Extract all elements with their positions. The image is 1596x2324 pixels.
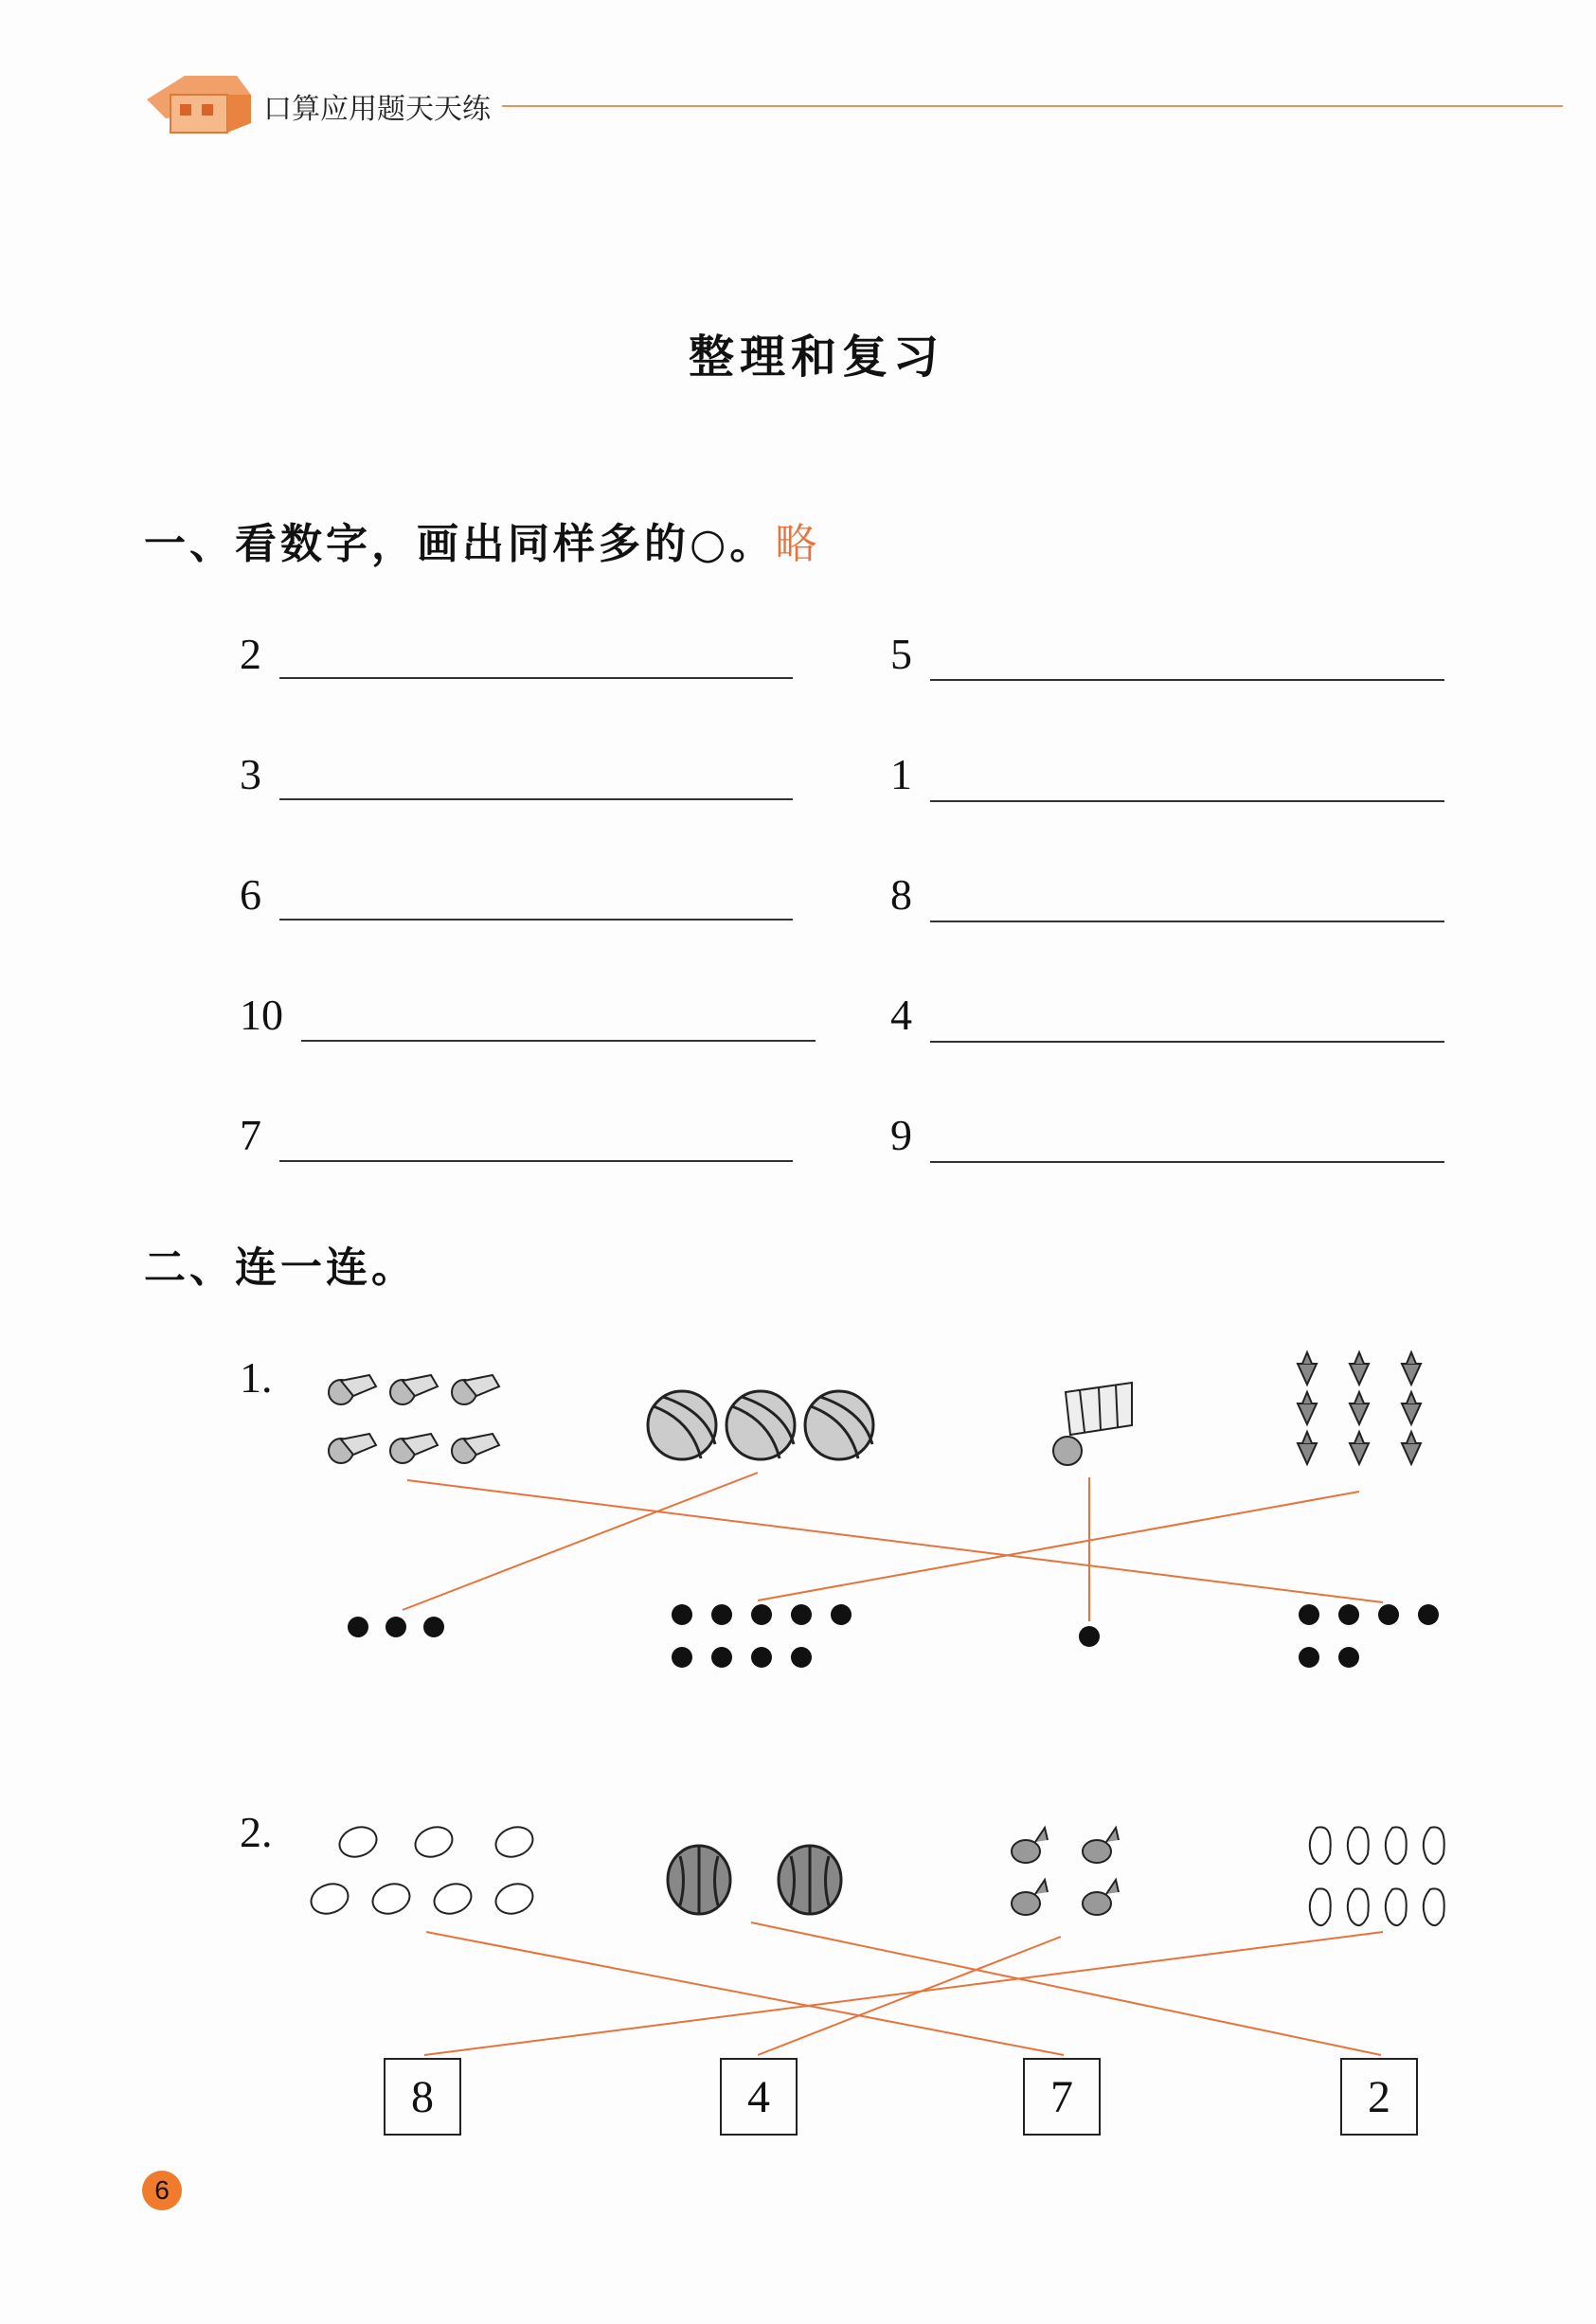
mango-icon: [1348, 1888, 1369, 1925]
mango-icon: [1348, 1827, 1369, 1864]
page-number: 6: [142, 2171, 182, 2210]
carrot-group: [1298, 1352, 1421, 1464]
whistle-icon: [390, 1434, 438, 1463]
number-box[interactable]: 4: [720, 2058, 798, 2136]
whistle-icon: [452, 1434, 499, 1463]
mango-group: [1310, 1827, 1444, 1925]
number-box[interactable]: 8: [384, 2058, 461, 2136]
item-number: 1: [890, 750, 912, 798]
answer-line[interactable]: [279, 919, 793, 921]
answer-line[interactable]: [301, 1040, 816, 1042]
whistle-icon: [390, 1375, 438, 1404]
ball-group: [648, 1391, 873, 1459]
mango-icon: [1310, 1827, 1331, 1864]
answer-line[interactable]: [930, 800, 1444, 802]
whistle-icon: [452, 1375, 499, 1404]
answer-line[interactable]: [930, 1161, 1444, 1163]
q2-label: 2.: [240, 1808, 273, 1856]
carrot-icon: [1350, 1432, 1369, 1464]
pineapple-group: [1012, 1828, 1119, 1915]
egg-icon: [411, 1822, 457, 1862]
section1-heading-text: 一、看数字，画出同样多的○。: [144, 520, 776, 568]
item-number: 4: [890, 991, 912, 1039]
watermelon-icon: [668, 1846, 730, 1914]
line-ball-to-3: [403, 1473, 758, 1610]
watermelon-icon: [779, 1846, 841, 1914]
item-number: 5: [890, 630, 912, 678]
answer-line[interactable]: [930, 1041, 1444, 1043]
carrot-icon: [1298, 1352, 1317, 1385]
answer-line[interactable]: [279, 1160, 793, 1162]
house-logo-icon: [147, 76, 251, 133]
carrot-icon: [1298, 1432, 1317, 1464]
whistle-icon: [329, 1434, 376, 1463]
egg-icon: [368, 1879, 414, 1919]
ball-icon: [805, 1391, 873, 1459]
answer-line[interactable]: [279, 677, 793, 679]
item-number: 3: [240, 750, 261, 798]
pineapple-icon: [1012, 1828, 1048, 1863]
item-number: 7: [240, 1111, 261, 1159]
watermelon-group: [668, 1846, 841, 1914]
answer-line[interactable]: [930, 679, 1444, 681]
section2-heading: 二、连一连。: [144, 1243, 417, 1292]
dot-group-6: [1299, 1604, 1439, 1668]
dot-group-9: [672, 1604, 852, 1668]
line-carrot-to-9: [758, 1492, 1359, 1600]
line-whistle-to-6: [407, 1480, 1383, 1602]
ball-icon: [648, 1391, 716, 1459]
egg-icon: [492, 1822, 537, 1862]
answer-line[interactable]: [279, 798, 793, 800]
shuttlecock-icon: [1053, 1383, 1132, 1465]
pineapple-icon: [1012, 1880, 1048, 1915]
dot-group-1: [1079, 1626, 1100, 1647]
line-watermelon-to-2: [751, 1922, 1381, 2055]
q1-answer-lines: [403, 1473, 1383, 1621]
item-number: 2: [240, 630, 261, 678]
q2-answer-lines: [424, 1922, 1383, 2055]
page-title: 整理和复习: [689, 331, 945, 384]
egg-icon: [430, 1879, 475, 1919]
whistle-icon: [329, 1375, 376, 1404]
carrot-icon: [1402, 1432, 1421, 1464]
dot-group-3: [348, 1617, 444, 1637]
number-box[interactable]: 2: [1340, 2058, 1418, 2136]
egg-icon: [307, 1879, 352, 1919]
item-number: 6: [240, 870, 261, 919]
answer-note: 略: [775, 520, 821, 568]
mango-icon: [1310, 1888, 1331, 1925]
pineapple-icon: [1083, 1828, 1119, 1863]
item-number: 9: [890, 1111, 912, 1159]
mango-icon: [1386, 1827, 1407, 1864]
carrot-icon: [1350, 1392, 1369, 1424]
line-pineapple-to-4: [758, 1937, 1061, 2055]
egg-group: [307, 1822, 537, 1919]
carrot-icon: [1402, 1352, 1421, 1385]
answer-line[interactable]: [930, 921, 1444, 922]
ball-icon: [726, 1391, 795, 1459]
whistle-group: [329, 1375, 499, 1463]
mango-icon: [1386, 1888, 1407, 1925]
number-box[interactable]: 7: [1023, 2058, 1101, 2136]
line-mango-to-8: [424, 1932, 1383, 2055]
carrot-icon: [1402, 1392, 1421, 1424]
egg-icon: [492, 1879, 537, 1919]
pineapple-icon: [1083, 1880, 1119, 1915]
item-number: 10: [240, 991, 283, 1039]
egg-icon: [335, 1822, 381, 1862]
line-egg-to-7: [426, 1932, 1064, 2055]
item-number: 8: [890, 870, 912, 919]
book-title: 口算应用题天天练: [263, 93, 491, 126]
mango-icon: [1424, 1827, 1444, 1864]
carrot-icon: [1298, 1392, 1317, 1424]
carrot-icon: [1350, 1352, 1369, 1385]
mango-icon: [1424, 1888, 1444, 1925]
q1-label: 1.: [240, 1353, 273, 1402]
section1-heading: [144, 509, 820, 570]
